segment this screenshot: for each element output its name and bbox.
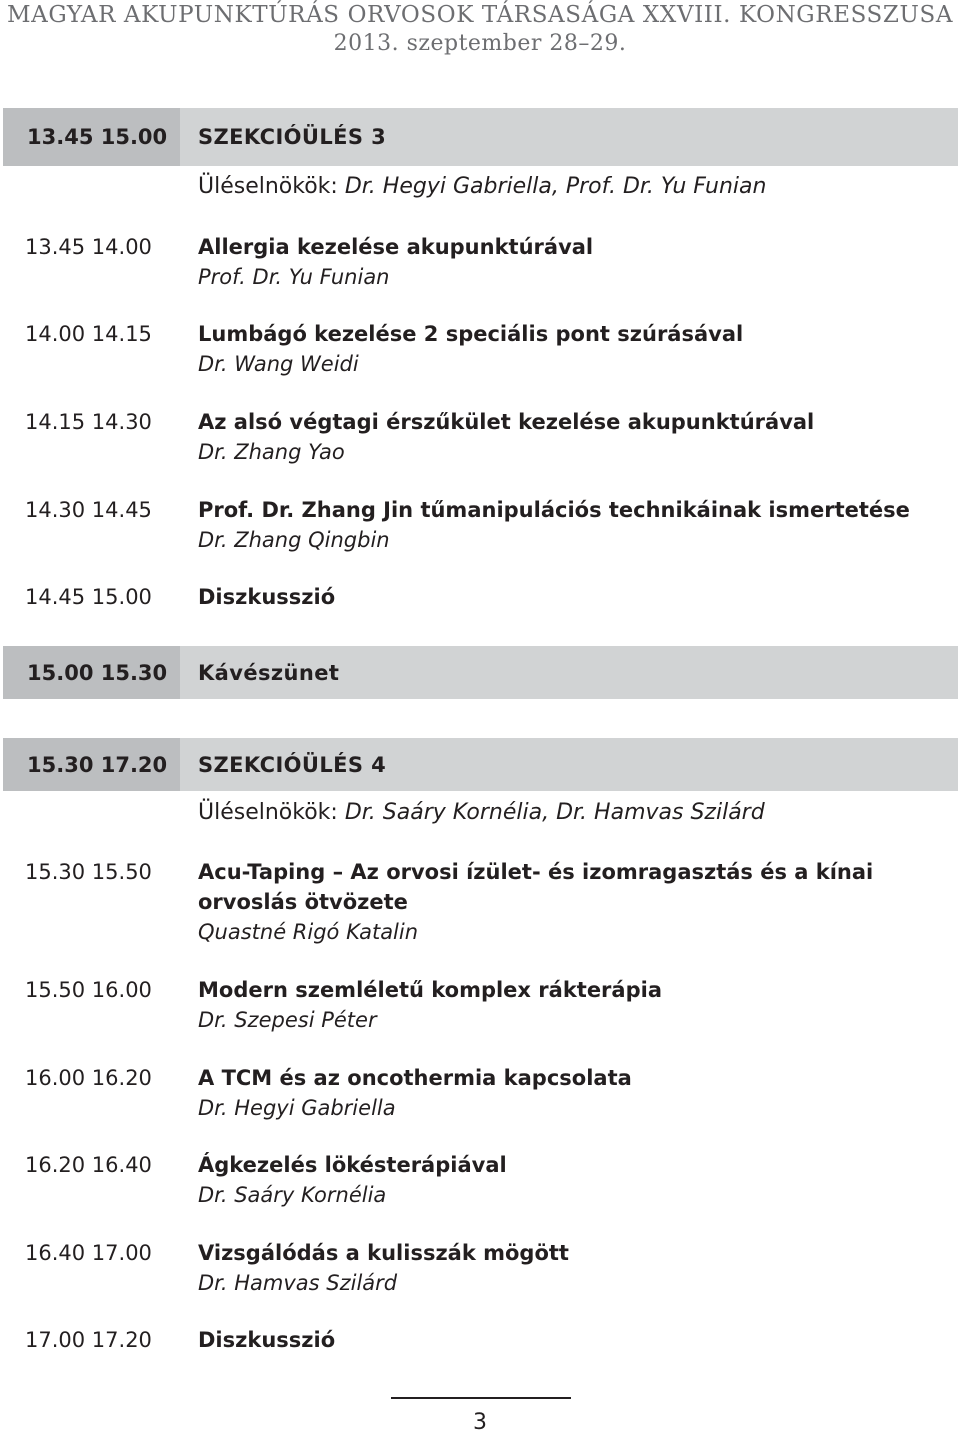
item-title: Az alsó végtagi érszűkület kezelése akupunktúrával <box>198 410 815 434</box>
chairs-names: Dr. Saáry Kornélia, Dr. Hamvas Szilárd <box>337 800 765 825</box>
congress-date: 2013. szeptember 28–29. <box>333 31 627 56</box>
congress-title: MAGYAR AKUPUNKTÚRÁS ORVOSOK TÁRSASÁGA XXVIII. KONGRESSZUSA <box>6 2 954 28</box>
session-4-chairs <box>198 800 765 825</box>
session-4-time: 15.30 17.20 <box>3 738 180 791</box>
item-title: A TCM és az oncothermia kapcsolata <box>198 1066 632 1090</box>
break-band <box>3 646 958 699</box>
item-speaker: Dr. Saáry Kornélia <box>198 1183 387 1207</box>
page-number: 3 <box>473 1410 487 1435</box>
chairs-prefix: Üléselnökök: <box>198 800 338 825</box>
session-3-time: 13.45 15.00 <box>3 108 180 166</box>
item-speaker: Dr. Szepesi Péter <box>198 1008 377 1032</box>
item-time: 16.00 16.20 <box>25 1066 152 1090</box>
item-time: 14.15 14.30 <box>25 410 152 434</box>
break-label: Kávészünet <box>198 660 340 685</box>
item-title: Modern szemléletű komplex rákterápia <box>198 978 662 1002</box>
item-speaker: Dr. Hamvas Szilárd <box>198 1271 398 1295</box>
item-time: 14.45 15.00 <box>25 585 152 609</box>
session-4-band <box>3 738 958 791</box>
item-time: 14.30 14.45 <box>25 498 152 522</box>
session-4-label: SZEKCIÓÜLÉS 4 <box>198 752 387 777</box>
item-title: Prof. Dr. Zhang Jin tűmanipulációs technikáinak ismertetése <box>198 498 910 522</box>
item-speaker: Quastné Rigó Katalin <box>198 920 419 944</box>
running-head <box>0 0 960 62</box>
item-title: Vizsgálódás a kulisszák mögött <box>198 1241 569 1265</box>
item-title: Diszkusszió <box>198 585 336 609</box>
item-title: Allergia kezelése akupunktúrával <box>198 235 594 259</box>
chairs-prefix: Üléselnökök: <box>198 174 338 199</box>
footer-rule <box>391 1397 571 1399</box>
item-title: Diszkusszió <box>198 1328 336 1352</box>
session-3-chairs <box>198 174 766 199</box>
session-3-label: SZEKCIÓÜLÉS 3 <box>198 125 387 149</box>
item-title: Acu-Taping – Az orvosi ízület- és izomragasztás és a kínai orvoslás ötvözete <box>198 860 874 914</box>
item-speaker: Dr. Wang Weidi <box>198 352 359 376</box>
item-time: 17.00 17.20 <box>25 1328 152 1352</box>
item-time: 13.45 14.00 <box>25 235 152 259</box>
item-time: 16.20 16.40 <box>25 1153 152 1177</box>
item-title: Lumbágó kezelése 2 speciális pont szúrásával <box>198 322 744 346</box>
item-speaker: Dr. Zhang Qingbin <box>198 528 390 552</box>
item-title: Ágkezelés lökésterápiával <box>198 1153 507 1177</box>
session-3-band <box>3 108 958 166</box>
item-speaker: Dr. Zhang Yao <box>198 440 345 464</box>
item-time: 16.40 17.00 <box>25 1241 152 1265</box>
item-speaker: Dr. Hegyi Gabriella <box>198 1096 396 1120</box>
item-time: 15.30 15.50 <box>25 860 152 884</box>
item-time: 14.00 14.15 <box>25 322 152 346</box>
item-speaker: Prof. Dr. Yu Funian <box>198 265 390 289</box>
break-time: 15.00 15.30 <box>3 646 180 699</box>
chairs-names: Dr. Hegyi Gabriella, Prof. Dr. Yu Funian <box>337 174 767 199</box>
item-time: 15.50 16.00 <box>25 978 152 1002</box>
